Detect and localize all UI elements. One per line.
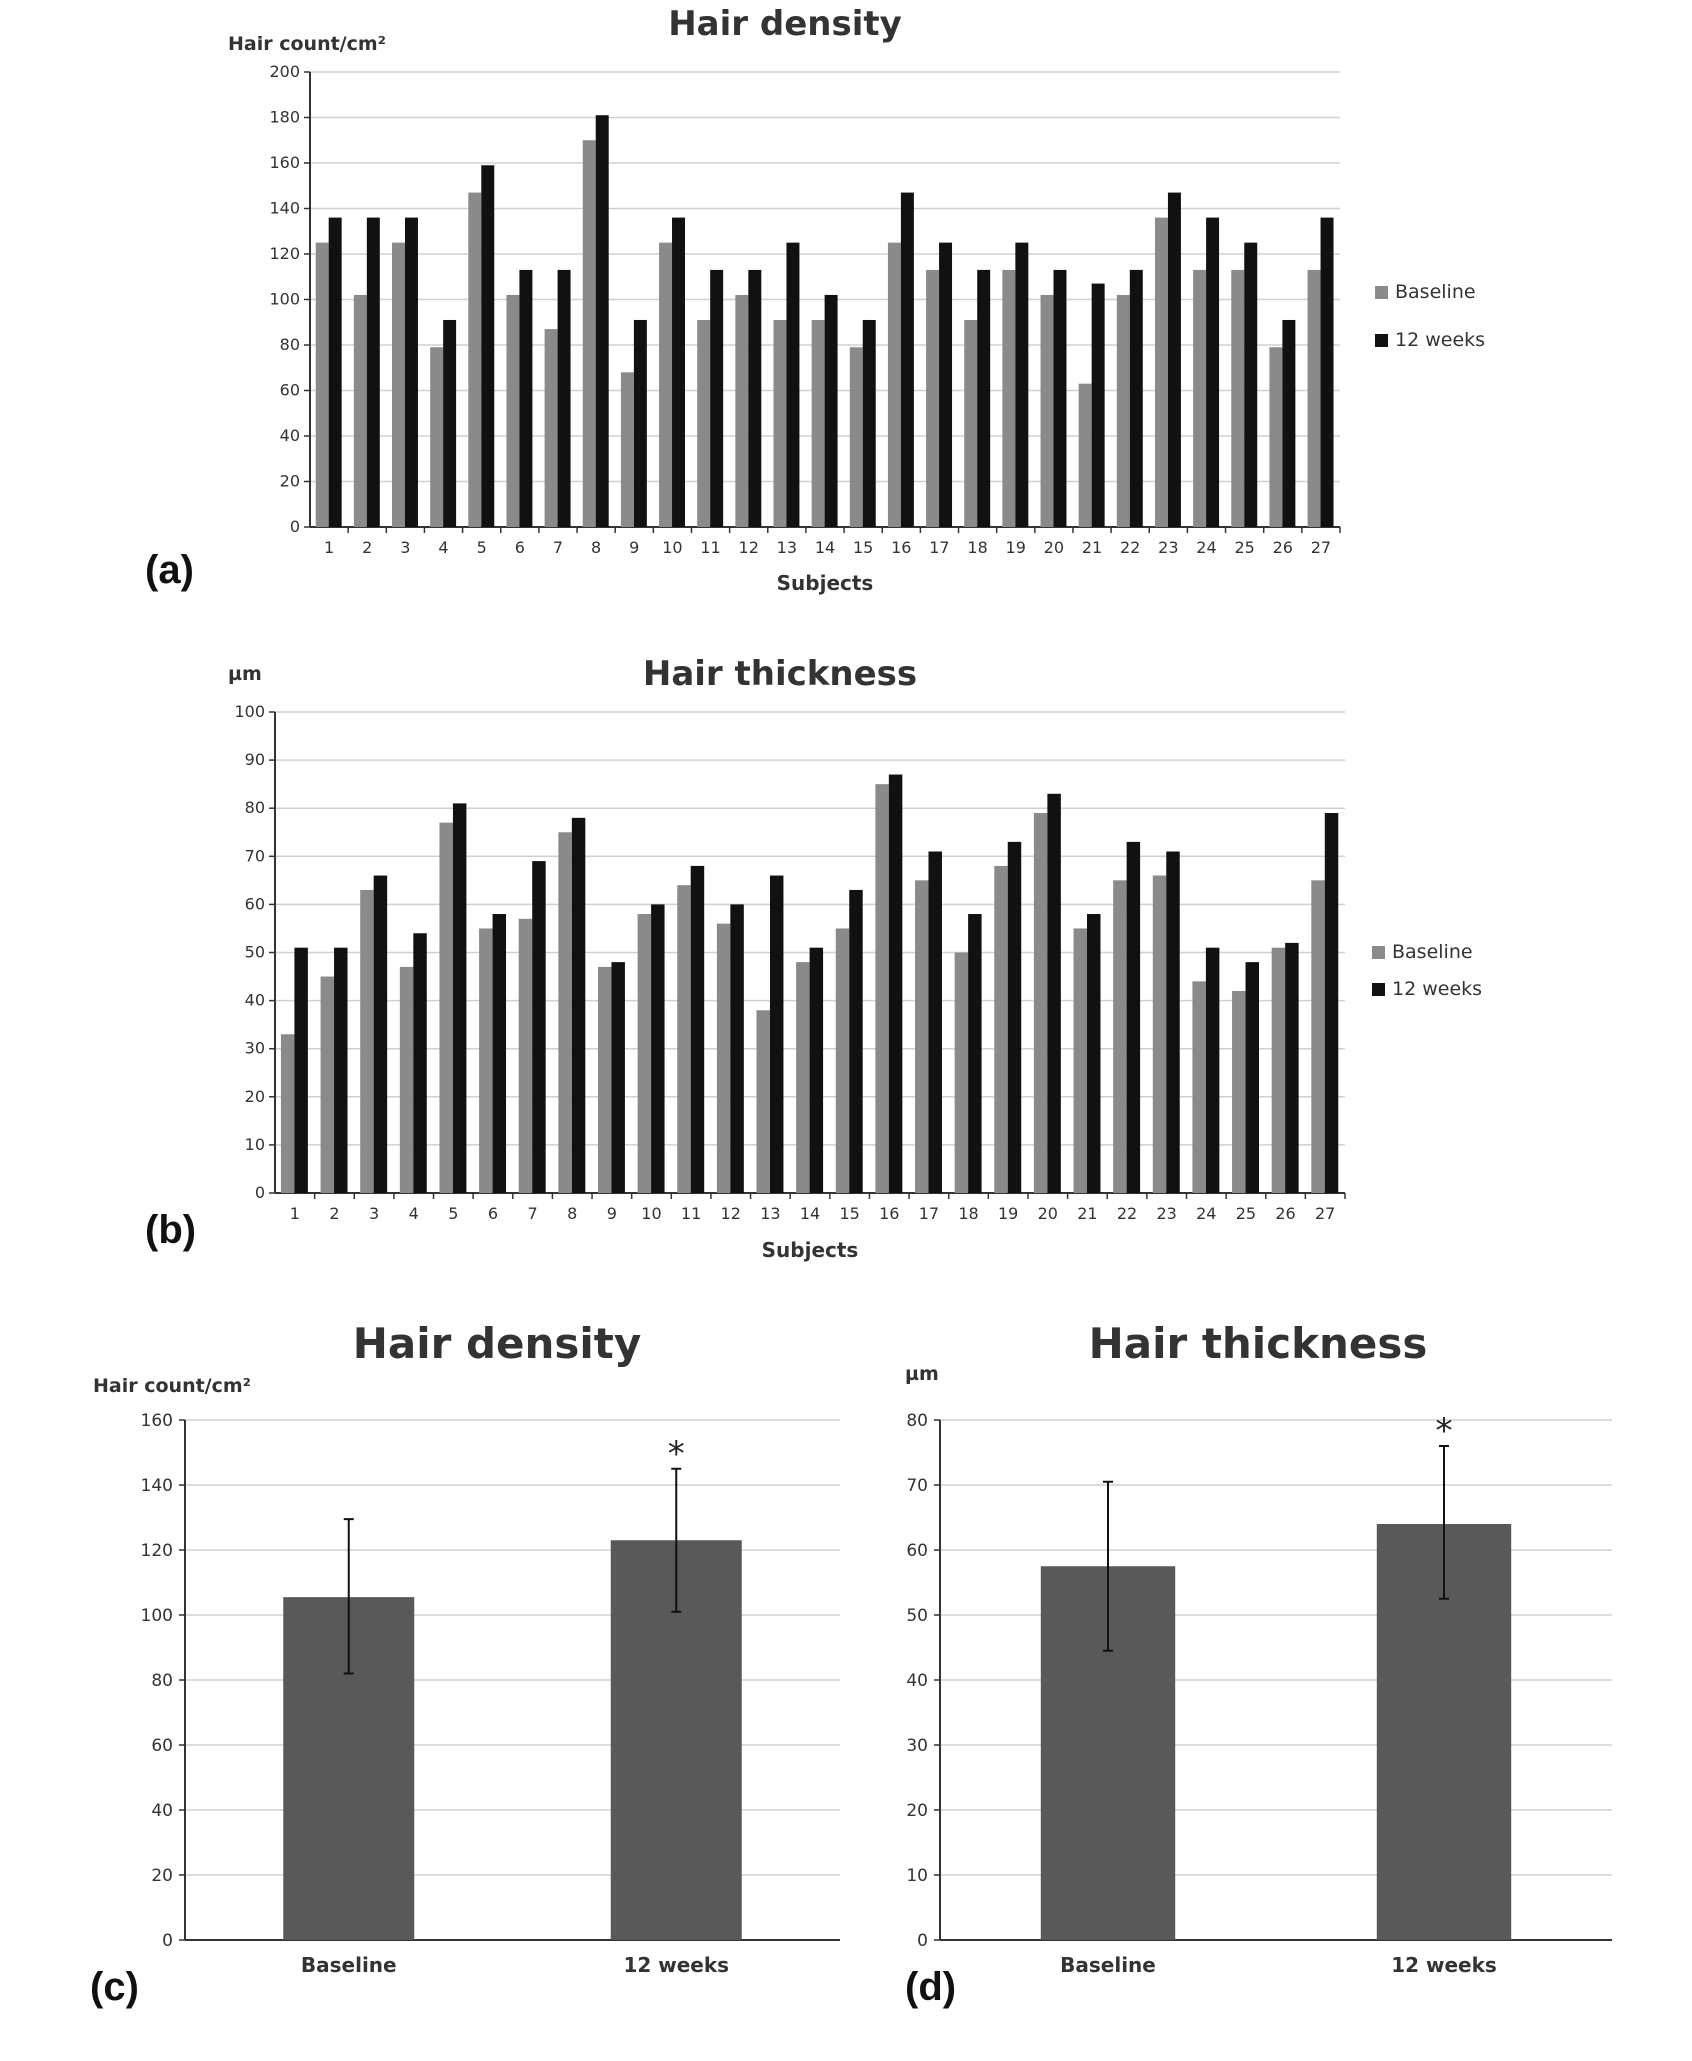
x-tick-label: 9 xyxy=(629,538,640,557)
y-tick-label: 80 xyxy=(151,1671,173,1691)
bar-12-weeks xyxy=(968,914,981,1193)
y-tick-label: 0 xyxy=(917,1931,928,1951)
x-tick-label: 25 xyxy=(1235,1204,1257,1223)
bar-12-weeks xyxy=(558,270,571,527)
bar-baseline xyxy=(1074,928,1087,1193)
chart-title: Hair density xyxy=(668,4,902,44)
y-tick-label: 100 xyxy=(140,1606,173,1626)
y-tick-label: 20 xyxy=(151,1866,173,1886)
bar-12-weeks xyxy=(1246,962,1259,1193)
bar-12-weeks xyxy=(443,320,456,527)
bar-12-weeks xyxy=(519,270,532,527)
x-tick-label: 15 xyxy=(852,538,874,557)
x-tick-label: 9 xyxy=(606,1204,617,1223)
bar-12-weeks xyxy=(1127,842,1140,1193)
bar-12-weeks xyxy=(786,243,799,527)
bar-12-weeks xyxy=(1008,842,1021,1193)
bar-baseline xyxy=(774,320,787,527)
x-tick-label: 15 xyxy=(839,1204,860,1223)
bar-baseline xyxy=(583,140,596,527)
bar-12-weeks xyxy=(532,861,545,1193)
x-category-label: Baseline xyxy=(300,1953,397,1977)
bar-baseline xyxy=(1153,876,1166,1193)
bar-12-weeks xyxy=(651,904,664,1193)
bar-12-weeks xyxy=(1206,218,1219,527)
x-tick-label: 17 xyxy=(929,538,950,557)
bar-baseline xyxy=(888,243,901,527)
x-tick-label: 5 xyxy=(448,1204,459,1223)
x-tick-label: 2 xyxy=(362,538,373,557)
bar-12-weeks xyxy=(928,851,941,1193)
bar-baseline xyxy=(1155,218,1168,527)
panel-b xyxy=(0,640,1692,1280)
x-category-label: 12 weeks xyxy=(1391,1953,1497,1977)
bar-baseline xyxy=(1231,270,1244,527)
bar-baseline xyxy=(392,243,405,527)
x-tick-label: 2 xyxy=(329,1204,340,1223)
bar-12-weeks xyxy=(889,775,902,1193)
bar-12-weeks xyxy=(572,818,585,1193)
x-tick-label: 23 xyxy=(1158,538,1179,557)
x-tick-label: 17 xyxy=(918,1204,940,1223)
legend-label: Baseline xyxy=(1392,941,1473,963)
bar-baseline xyxy=(717,924,730,1193)
x-tick-label: 18 xyxy=(958,1204,979,1223)
bar-baseline xyxy=(850,347,863,527)
y-tick-label: 40 xyxy=(151,1801,173,1821)
x-tick-label: 16 xyxy=(879,1204,900,1223)
x-tick-label: 11 xyxy=(700,538,721,557)
x-tick-label: 18 xyxy=(967,538,988,557)
y-tick-label: 40 xyxy=(244,990,265,1010)
bar-baseline xyxy=(360,890,373,1193)
x-tick-label: 8 xyxy=(591,538,602,557)
y-tick-label: 60 xyxy=(151,1736,173,1756)
bar-baseline xyxy=(598,967,611,1193)
bar-baseline xyxy=(354,295,367,527)
y-tick-label: 40 xyxy=(279,426,300,445)
bar-12-weeks xyxy=(810,948,823,1193)
x-tick-label: 14 xyxy=(799,1204,821,1223)
bar-baseline xyxy=(659,243,672,527)
panel-a xyxy=(0,0,1692,620)
bar-baseline xyxy=(1034,813,1047,1193)
bar-12-weeks xyxy=(1047,794,1060,1193)
bar-baseline xyxy=(926,270,939,527)
y-tick-label: 100 xyxy=(269,289,300,309)
bar-12-weeks xyxy=(1092,284,1105,527)
y-axis-label: µm xyxy=(228,663,262,685)
bar-12-weeks xyxy=(939,243,952,527)
x-tick-label: 1 xyxy=(323,538,335,557)
y-tick-label: 40 xyxy=(906,1671,928,1691)
y-tick-label: 60 xyxy=(244,894,265,914)
bar-12-weeks xyxy=(1015,243,1028,527)
bar-baseline xyxy=(1002,270,1015,527)
bar-12-weeks xyxy=(413,933,426,1193)
bar-12-weeks xyxy=(1206,948,1219,1193)
y-tick-label: 20 xyxy=(244,1086,265,1106)
x-tick-label: 10 xyxy=(662,538,683,557)
bar-12-weeks xyxy=(1166,851,1179,1193)
bar-baseline xyxy=(1113,880,1126,1193)
y-tick-label: 10 xyxy=(906,1866,928,1886)
x-tick-label: 3 xyxy=(400,538,411,557)
y-axis-label: µm xyxy=(905,1363,939,1385)
y-axis-label: Hair count/cm² xyxy=(228,33,386,55)
chart-title: Hair thickness xyxy=(642,654,918,694)
bar-baseline xyxy=(796,962,809,1193)
x-tick-label: 27 xyxy=(1310,538,1332,557)
bar-12-weeks xyxy=(863,320,876,527)
y-tick-label: 0 xyxy=(289,517,300,536)
bar-baseline xyxy=(479,928,492,1193)
significance-marker: * xyxy=(667,1433,685,1474)
y-axis-label: Hair count/cm² xyxy=(93,1375,251,1397)
bar-baseline xyxy=(1232,991,1245,1193)
y-tick-label: 80 xyxy=(279,335,300,354)
bar-12-weeks xyxy=(1130,270,1143,527)
x-tick-label: 6 xyxy=(487,1204,499,1223)
panel-c xyxy=(0,1300,860,2040)
bar-12-weeks xyxy=(1087,914,1100,1193)
y-tick-label: 50 xyxy=(244,942,265,962)
bar-12-weeks xyxy=(1168,193,1181,527)
bar-12-weeks xyxy=(1325,813,1338,1193)
y-tick-label: 80 xyxy=(244,798,265,818)
bar-baseline xyxy=(697,320,710,527)
x-tick-label: 5 xyxy=(476,538,487,557)
significance-marker: * xyxy=(1435,1411,1453,1451)
x-tick-label: 26 xyxy=(1272,538,1293,557)
bar-baseline xyxy=(638,914,651,1193)
legend-label: 12 weeks xyxy=(1395,329,1486,351)
y-tick-label: 70 xyxy=(906,1476,928,1496)
x-tick-label: 21 xyxy=(1081,538,1103,557)
panel-letter-a: (a) xyxy=(145,548,194,592)
bar-baseline xyxy=(316,243,329,527)
bar-baseline xyxy=(1117,295,1130,527)
bar-baseline xyxy=(875,784,888,1193)
panel-letter-c: (c) xyxy=(90,1965,139,2009)
bar-12-weeks xyxy=(977,270,990,527)
y-tick-label: 200 xyxy=(269,62,300,81)
bar-12-weeks xyxy=(334,948,347,1193)
bar-baseline xyxy=(964,320,977,527)
y-tick-label: 60 xyxy=(906,1541,928,1561)
bar-baseline xyxy=(506,295,519,527)
bar-baseline xyxy=(621,372,634,527)
chart-b xyxy=(0,640,1692,1280)
bar-12-weeks xyxy=(493,914,506,1193)
x-tick-label: 7 xyxy=(552,538,564,557)
x-axis-label: Subjects xyxy=(776,571,874,595)
chart-a xyxy=(0,0,1692,620)
bar-baseline xyxy=(1079,384,1092,527)
bar-baseline xyxy=(1269,347,1282,527)
y-tick-label: 180 xyxy=(269,107,300,127)
y-tick-label: 140 xyxy=(140,1476,173,1496)
x-tick-label: 4 xyxy=(408,1204,419,1223)
y-tick-label: 20 xyxy=(906,1801,928,1821)
bar-baseline xyxy=(558,832,571,1193)
x-tick-label: 16 xyxy=(891,538,912,557)
y-tick-label: 20 xyxy=(279,471,300,491)
bar-12-weeks xyxy=(748,270,761,527)
bar-baseline xyxy=(1192,981,1205,1193)
y-tick-label: 30 xyxy=(906,1736,928,1756)
y-tick-label: 90 xyxy=(244,750,265,770)
bar-baseline xyxy=(677,885,690,1193)
bar-baseline xyxy=(1193,270,1206,527)
x-tick-label: 26 xyxy=(1275,1204,1296,1223)
bar-12-weeks xyxy=(730,904,743,1193)
chart-title: Hair density xyxy=(352,1319,642,1368)
x-tick-label: 13 xyxy=(776,538,798,557)
y-tick-label: 60 xyxy=(279,380,300,400)
legend-swatch xyxy=(1375,334,1388,347)
bar-baseline xyxy=(915,880,928,1193)
x-tick-label: 13 xyxy=(760,1204,781,1223)
y-tick-label: 100 xyxy=(234,702,265,721)
y-tick-label: 120 xyxy=(140,1541,173,1561)
chart-title: Hair thickness xyxy=(1088,1319,1428,1368)
bar-12-weeks xyxy=(374,876,387,1193)
x-tick-label: 22 xyxy=(1120,538,1141,557)
x-tick-label: 27 xyxy=(1315,1204,1336,1223)
bar-baseline xyxy=(400,967,413,1193)
bar-12-weeks xyxy=(481,165,494,527)
y-tick-label: 10 xyxy=(244,1134,265,1154)
bar-12-weeks xyxy=(849,890,862,1193)
bar-baseline xyxy=(735,295,748,527)
bar-baseline xyxy=(836,928,849,1193)
y-tick-label: 0 xyxy=(254,1183,265,1202)
bar-baseline xyxy=(439,823,452,1193)
bar-baseline xyxy=(955,953,968,1194)
x-tick-label: 20 xyxy=(1043,538,1065,557)
y-tick-label: 80 xyxy=(906,1411,928,1431)
bar-12-weeks xyxy=(294,948,307,1193)
x-tick-label: 22 xyxy=(1116,1204,1138,1223)
bar-12-weeks xyxy=(691,866,704,1193)
bar-baseline xyxy=(545,329,558,527)
legend-label: Baseline xyxy=(1395,281,1476,303)
bar-baseline xyxy=(757,1010,770,1193)
y-tick-label: 160 xyxy=(269,153,300,172)
bar-baseline xyxy=(812,320,825,527)
y-tick-label: 0 xyxy=(162,1931,173,1951)
bar-12-weeks xyxy=(710,270,723,527)
bar-12-weeks xyxy=(672,218,685,527)
bar-baseline xyxy=(994,866,1007,1193)
bar-12-weeks xyxy=(596,115,609,527)
chart-c xyxy=(0,1300,860,2040)
bar-12-weeks xyxy=(1282,320,1295,527)
legend-swatch xyxy=(1375,286,1388,299)
bar-baseline xyxy=(1311,880,1324,1193)
legend-swatch xyxy=(1372,983,1385,996)
y-tick-label: 50 xyxy=(906,1606,928,1626)
y-tick-label: 140 xyxy=(269,198,300,218)
bar-12-weeks xyxy=(1054,270,1067,527)
x-tick-label: 20 xyxy=(1037,1204,1058,1223)
bar-12-weeks xyxy=(405,218,418,527)
panel-d xyxy=(860,1300,1692,2040)
x-tick-label: 3 xyxy=(368,1204,380,1223)
bar-baseline xyxy=(468,193,481,527)
chart-d xyxy=(860,1300,1692,2040)
bar-12-weeks xyxy=(901,193,914,527)
x-tick-label: 8 xyxy=(567,1204,578,1223)
bar-12-weeks xyxy=(611,962,624,1193)
bar-baseline xyxy=(519,919,532,1193)
x-tick-label: 11 xyxy=(680,1204,702,1223)
bar-12-weeks xyxy=(1321,218,1334,527)
x-tick-label: 12 xyxy=(720,1204,741,1223)
x-tick-label: 4 xyxy=(438,538,449,557)
bar-12-weeks xyxy=(367,218,380,527)
bar-12-weeks xyxy=(1285,943,1298,1193)
x-axis-label: Subjects xyxy=(761,1238,859,1262)
x-tick-label: 25 xyxy=(1234,538,1255,557)
x-tick-label: 6 xyxy=(514,538,525,557)
bar-baseline xyxy=(1308,270,1321,527)
x-tick-label: 1 xyxy=(289,1204,300,1223)
x-category-label: 12 weeks xyxy=(623,1953,730,1977)
x-tick-label: 14 xyxy=(814,538,836,557)
x-tick-label: 24 xyxy=(1196,1204,1217,1223)
bar-baseline xyxy=(281,1034,294,1193)
x-tick-label: 19 xyxy=(1005,538,1026,557)
y-tick-label: 70 xyxy=(244,846,265,866)
x-tick-label: 23 xyxy=(1156,1204,1177,1223)
bar-baseline xyxy=(321,977,334,1193)
y-tick-label: 160 xyxy=(140,1411,173,1431)
bar-12-weeks xyxy=(1244,243,1257,527)
bar-baseline xyxy=(1041,295,1054,527)
y-tick-label: 120 xyxy=(269,244,300,263)
bar-12-weeks xyxy=(770,876,783,1193)
legend-swatch xyxy=(1372,946,1385,959)
x-tick-label: 21 xyxy=(1077,1204,1098,1223)
bar-baseline xyxy=(1272,948,1285,1193)
bar-12-weeks xyxy=(453,803,466,1193)
y-tick-label: 30 xyxy=(244,1038,265,1058)
bar-baseline xyxy=(430,347,443,527)
panel-letter-d: (d) xyxy=(905,1965,957,2009)
bar-12-weeks xyxy=(329,218,342,527)
legend-label: 12 weeks xyxy=(1392,978,1483,1000)
x-tick-label: 12 xyxy=(738,538,759,557)
bar-12-weeks xyxy=(634,320,647,527)
x-tick-label: 7 xyxy=(527,1204,538,1223)
panel-letter-b: (b) xyxy=(145,1208,197,1252)
bar-12-weeks xyxy=(825,295,838,527)
x-category-label: Baseline xyxy=(1060,1953,1156,1977)
x-tick-label: 10 xyxy=(641,1204,662,1223)
x-tick-label: 19 xyxy=(997,1204,1019,1223)
x-tick-label: 24 xyxy=(1196,538,1217,557)
